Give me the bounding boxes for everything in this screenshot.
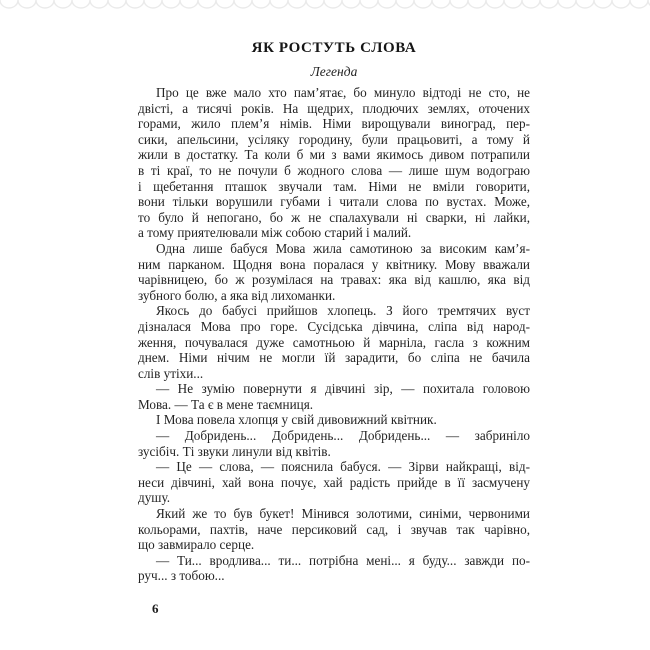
text-line: горами, жило плем’я німів. Німи вирощували виноград, пер- — [138, 116, 530, 132]
text-line: ним парканом. Щодня вона поралася у квітнику. Мову вважали — [138, 256, 530, 272]
text-line: жили в достатку. Та коли б ми з вами якимось дивом потрапили — [138, 147, 530, 163]
text-line: в ті краї, то не почули б жодного слова — лише шум водограю — [138, 162, 530, 178]
text-line: то було й непогано, бо ж не спалахували ні сварки, ні лайки, — [138, 209, 530, 225]
page-number: 6 — [152, 601, 159, 616]
scalloped-edge-ornament — [0, 0, 650, 11]
page-subtitle: Легенда — [310, 64, 358, 79]
text-line: двісті, а тисячі років. На щедрих, плодючих землях, оточених — [138, 100, 530, 116]
text-line: а тому приятелювали між собою старий і малий. — [138, 225, 412, 241]
text-line: днем. Німи нічим не могли їй зарадити, бо сліпа не бачила — [138, 350, 530, 366]
text-line: руч... з тобою... — [138, 568, 225, 584]
text-line: що завмирало серце. — [138, 537, 255, 553]
text-line: неси дівчині, хай вона почує, хай радість прийде в її засмучену — [138, 474, 530, 490]
text-line: ження, почувалася дуже самотньою й марніла, гасла з кожним — [138, 334, 530, 350]
text-line: Про це вже мало хто пам’ятає, бо минуло відтоді не сто, не — [156, 85, 530, 100]
text-line: вони тільки ворушили губами і читали слова по вустах. Може, — [138, 194, 530, 210]
text-line: Мова. — Та є в мене таємниця. — [138, 396, 314, 412]
text-line: Якось до бабусі прийшов хлопець. З його тремтячих вуст — [156, 303, 530, 319]
text-line: слів утіхи... — [138, 365, 204, 381]
text-line: душу. — [138, 490, 171, 506]
text-line: — Ти... вродлива... ти... потрібна мені... я буду... завжди по- — [156, 552, 530, 568]
text-line: зусібіч. Ті звуки линули від квітів. — [138, 443, 331, 459]
text-line: І Мова повела хлопця у свій дивовижний квітник. — [156, 412, 437, 428]
text-line: Одна лише бабуся Мова жила самотиною за високим кам’я- — [156, 240, 530, 256]
story-text — [138, 85, 530, 584]
text-line: — Не зумію повернути я дівчині зір, — похитала головою — [156, 381, 530, 397]
text-line: дізналася Мова про горе. Сусідська дівчина, сліпа від народ- — [138, 318, 530, 334]
text-line: сики, апельсини, усіляку городину, були працьовиті, а тому й — [138, 131, 530, 147]
text-line: Який же то був букет! Мінився золотими, синіми, червоними — [156, 506, 530, 522]
text-line: — Добридень... Добридень... Добридень... — забриніло — [156, 428, 530, 444]
text-line: і щебетання пташок звучали там. Німи не вміли говорити, — [138, 178, 530, 194]
text-line: — Це — слова, — пояснила бабуся. — Зірви найкращі, від- — [156, 459, 530, 475]
page-title: ЯК РОСТУТЬ СЛОВА — [251, 40, 417, 56]
text-line: зубного болю, а яка від лихоманки. — [138, 287, 336, 303]
text-line: кольорами, пахтів, наче персиковий сад, і звучав так чарівно, — [138, 521, 530, 537]
text-line: чарівницею, бо ж розумілася на травах: яка від кашлю, яка від — [138, 272, 530, 288]
